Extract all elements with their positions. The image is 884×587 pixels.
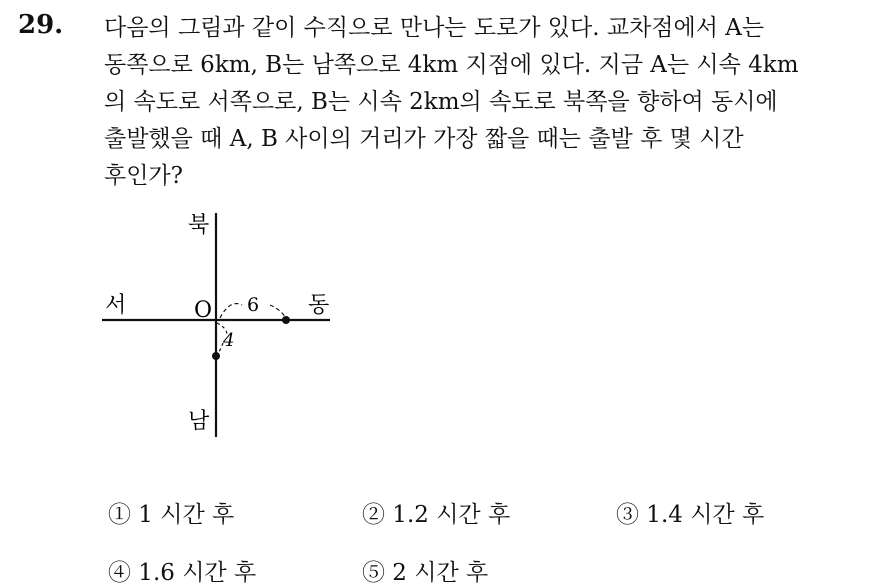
road-diagram xyxy=(90,205,350,445)
choice-2[interactable]: ② 1.2 시간 후 xyxy=(362,502,511,528)
choice-1[interactable]: ① 1 시간 후 xyxy=(108,502,235,528)
stem-line: 의 속도로 서쪽으로, B는 시속 2km의 속도로 북쪽을 향하여 동시에 xyxy=(104,89,778,115)
label-west: 서 xyxy=(105,293,127,318)
label-south: 남 xyxy=(188,409,210,434)
label-north: 북 xyxy=(188,213,210,238)
label-origin: O xyxy=(194,298,213,323)
question-number: 29. xyxy=(18,10,64,40)
label-dist-b: 4 xyxy=(223,330,235,351)
point-b xyxy=(212,352,220,360)
stem-line: 다음의 그림과 같이 수직으로 만나는 도로가 있다. 교차점에서 A는 xyxy=(104,15,765,41)
stem-line: 후인가? xyxy=(104,163,183,189)
label-east: 동 xyxy=(308,293,330,318)
question-stem xyxy=(104,10,864,195)
dist-a-dashed-arc xyxy=(270,305,286,318)
choice-4[interactable]: ④ 1.6 시간 후 xyxy=(108,560,257,586)
dist-a-dashed-arc xyxy=(220,304,242,318)
choice-5[interactable]: ⑤ 2 시간 후 xyxy=(362,560,489,586)
stem-line: 출발했을 때 A, B 사이의 거리가 가장 짧을 때는 출발 후 몇 시간 xyxy=(104,126,744,152)
stem-line: 동쪽으로 6km, B는 남쪽으로 4km 지점에 있다. 지금 A는 시속 4km xyxy=(104,52,799,78)
label-dist-a: 6 xyxy=(247,294,260,316)
choice-3[interactable]: ③ 1.4 시간 후 xyxy=(616,502,765,528)
point-a xyxy=(282,316,290,324)
